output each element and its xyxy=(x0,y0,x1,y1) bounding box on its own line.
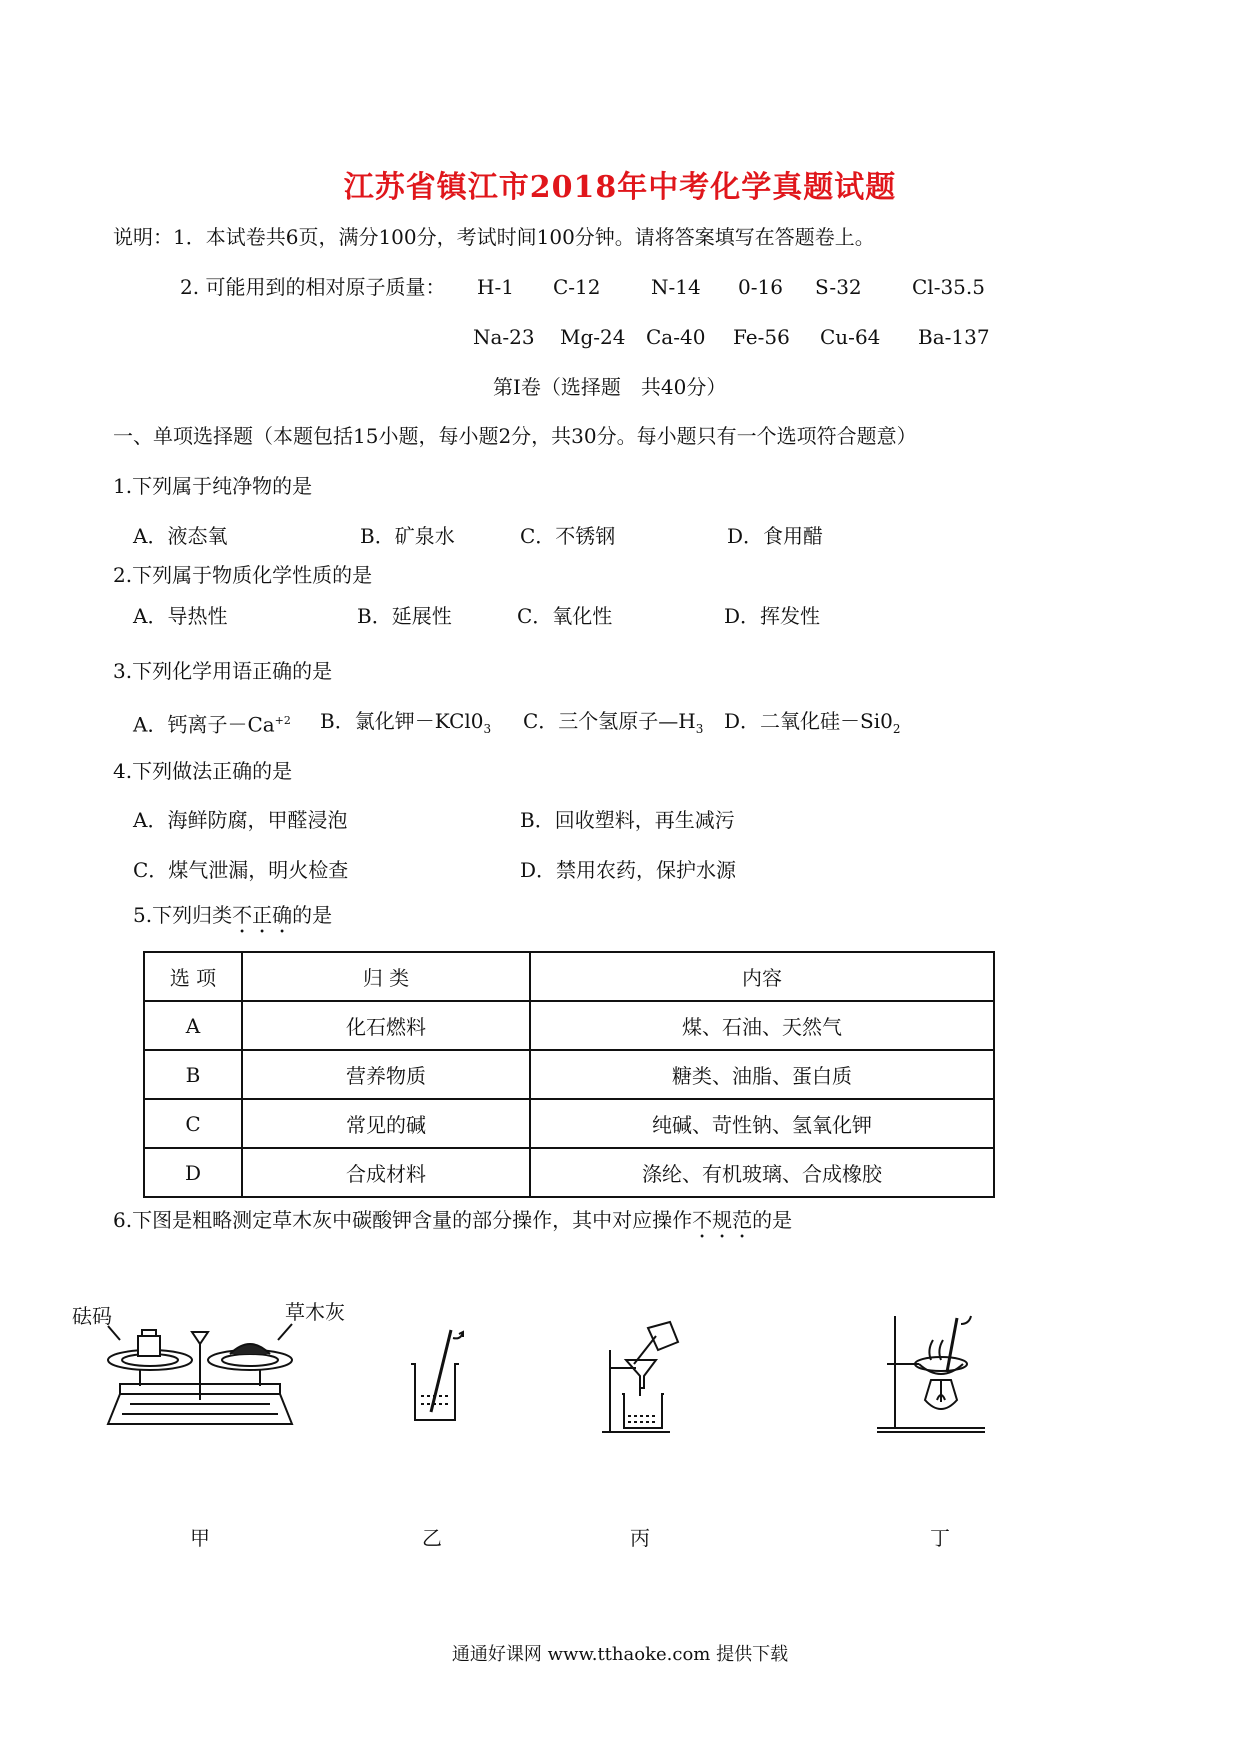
table-cell: 纯碱、苛性钠、氢氧化钾 xyxy=(530,1099,994,1148)
table-cell: 常见的碱 xyxy=(242,1099,530,1148)
question-1-stem: 1.下列属于纯净物的是 xyxy=(113,474,313,498)
table-cell: 营养物质 xyxy=(242,1050,530,1099)
question-6-stem: 6.下图是粗略测定草木灰中碳酸钾含量的部分操作，其中对应操作不规范的是 xyxy=(113,1208,793,1232)
page-title: 江苏省镇江市2018年中考化学真题试题 xyxy=(343,170,897,205)
instructions-note-1: 说明：1．本试卷共6页，满分100分，考试时间100分钟。请将答案填写在答题卷上。 xyxy=(113,225,875,249)
table-cell: 合成材料 xyxy=(242,1148,530,1197)
atomic-mass: Fe-56 xyxy=(733,325,790,349)
table-header-cell: 归 类 xyxy=(242,952,530,1001)
table-header-cell: 内容 xyxy=(530,952,994,1001)
atomic-mass: C-12 xyxy=(553,275,601,299)
figure-caption-yi: 乙 xyxy=(422,1526,442,1550)
question-2-option-d: D．挥发性 xyxy=(724,604,821,628)
table-cell: A xyxy=(144,1001,242,1050)
table-row xyxy=(144,1099,994,1148)
classification-table xyxy=(143,951,995,1198)
table-header-row xyxy=(144,952,994,1001)
atomic-mass: Cl-35.5 xyxy=(912,275,985,299)
table-cell: B xyxy=(144,1050,242,1099)
evaporation-illustration xyxy=(875,1310,995,1440)
question-1-option-d: D．食用醋 xyxy=(727,524,824,548)
section-title: 第Ⅰ卷（选择题 共40分） xyxy=(493,375,727,399)
question-2-option-c: C．氧化性 xyxy=(517,604,613,628)
atomic-mass: Ba-137 xyxy=(918,325,990,349)
balance-illustration xyxy=(100,1320,300,1440)
question-1-option-b: B．矿泉水 xyxy=(360,524,455,548)
question-3-option-c: C．三个氢原子$—H_3$ xyxy=(523,709,704,736)
figure-caption-ding: 丁 xyxy=(930,1526,950,1550)
figure-caption-bing: 丙 xyxy=(630,1526,650,1550)
atomic-mass: Mg-24 xyxy=(560,325,626,349)
table-cell: 化石燃料 xyxy=(242,1001,530,1050)
question-1-option-c: C．不锈钢 xyxy=(520,524,616,548)
question-3-option-a: A．钙离子$-Ca^{+2}$ xyxy=(133,712,291,737)
instructions-note-2: 2. 可能用到的相对原子质量： xyxy=(180,275,446,299)
atomic-mass: Ca-40 xyxy=(646,325,706,349)
table-row xyxy=(144,1001,994,1050)
figure-label-weights: 砝码 xyxy=(72,1304,112,1328)
table-row xyxy=(144,1050,994,1099)
table-cell: 煤、石油、天然气 xyxy=(530,1001,994,1050)
question-2-option-b: B．延展性 xyxy=(357,604,452,628)
question-4-option-d: D．禁用农药，保护水源 xyxy=(520,858,737,882)
table-cell: D xyxy=(144,1148,242,1197)
question-4-option-c: C．煤气泄漏，明火检查 xyxy=(133,858,349,882)
table-header-cell: 选 项 xyxy=(144,952,242,1001)
question-1-option-a: A．液态氧 xyxy=(133,524,228,548)
table-row xyxy=(144,1148,994,1197)
beaker-stirring-illustration xyxy=(405,1320,465,1430)
atomic-mass: N-14 xyxy=(651,275,701,299)
question-3-option-b: B．氯化钾$-KCl0_3$ xyxy=(320,709,492,736)
atomic-mass: S-32 xyxy=(815,275,862,299)
atomic-mass: 0-16 xyxy=(738,275,783,299)
filtration-illustration xyxy=(600,1320,690,1440)
part-title: 一、单项选择题（本题包括15小题，每小题2分，共30分。每小题只有一个选项符合题意） xyxy=(113,424,917,448)
question-4-option-a: A．海鲜防腐，甲醛浸泡 xyxy=(133,808,348,832)
question-4-stem: 4.下列做法正确的是 xyxy=(113,759,293,783)
figure-label-ash: 草木灰 xyxy=(285,1300,345,1324)
question-2-option-a: A．导热性 xyxy=(133,604,228,628)
figure-caption-jia: 甲 xyxy=(190,1526,210,1550)
table-cell: 涤纶、有机玻璃、合成橡胶 xyxy=(530,1148,994,1197)
table-cell: C xyxy=(144,1099,242,1148)
question-5-stem: 5.下列归类不正确的是 xyxy=(133,903,333,927)
question-3-stem: 3.下列化学用语正确的是 xyxy=(113,659,333,683)
page-footer: 通通好课网 www.tthaoke.com 提供下载 xyxy=(451,1644,789,1665)
atomic-mass: Na-23 xyxy=(473,325,535,349)
question-4-option-b: B．回收塑料，再生减污 xyxy=(520,808,735,832)
atomic-mass: H-1 xyxy=(477,275,514,299)
question-3-option-d: D．二氧化硅$-Si0_2$ xyxy=(724,709,901,736)
table-cell: 糖类、油脂、蛋白质 xyxy=(530,1050,994,1099)
atomic-mass: Cu-64 xyxy=(820,325,881,349)
question-2-stem: 2.下列属于物质化学性质的是 xyxy=(113,563,373,587)
